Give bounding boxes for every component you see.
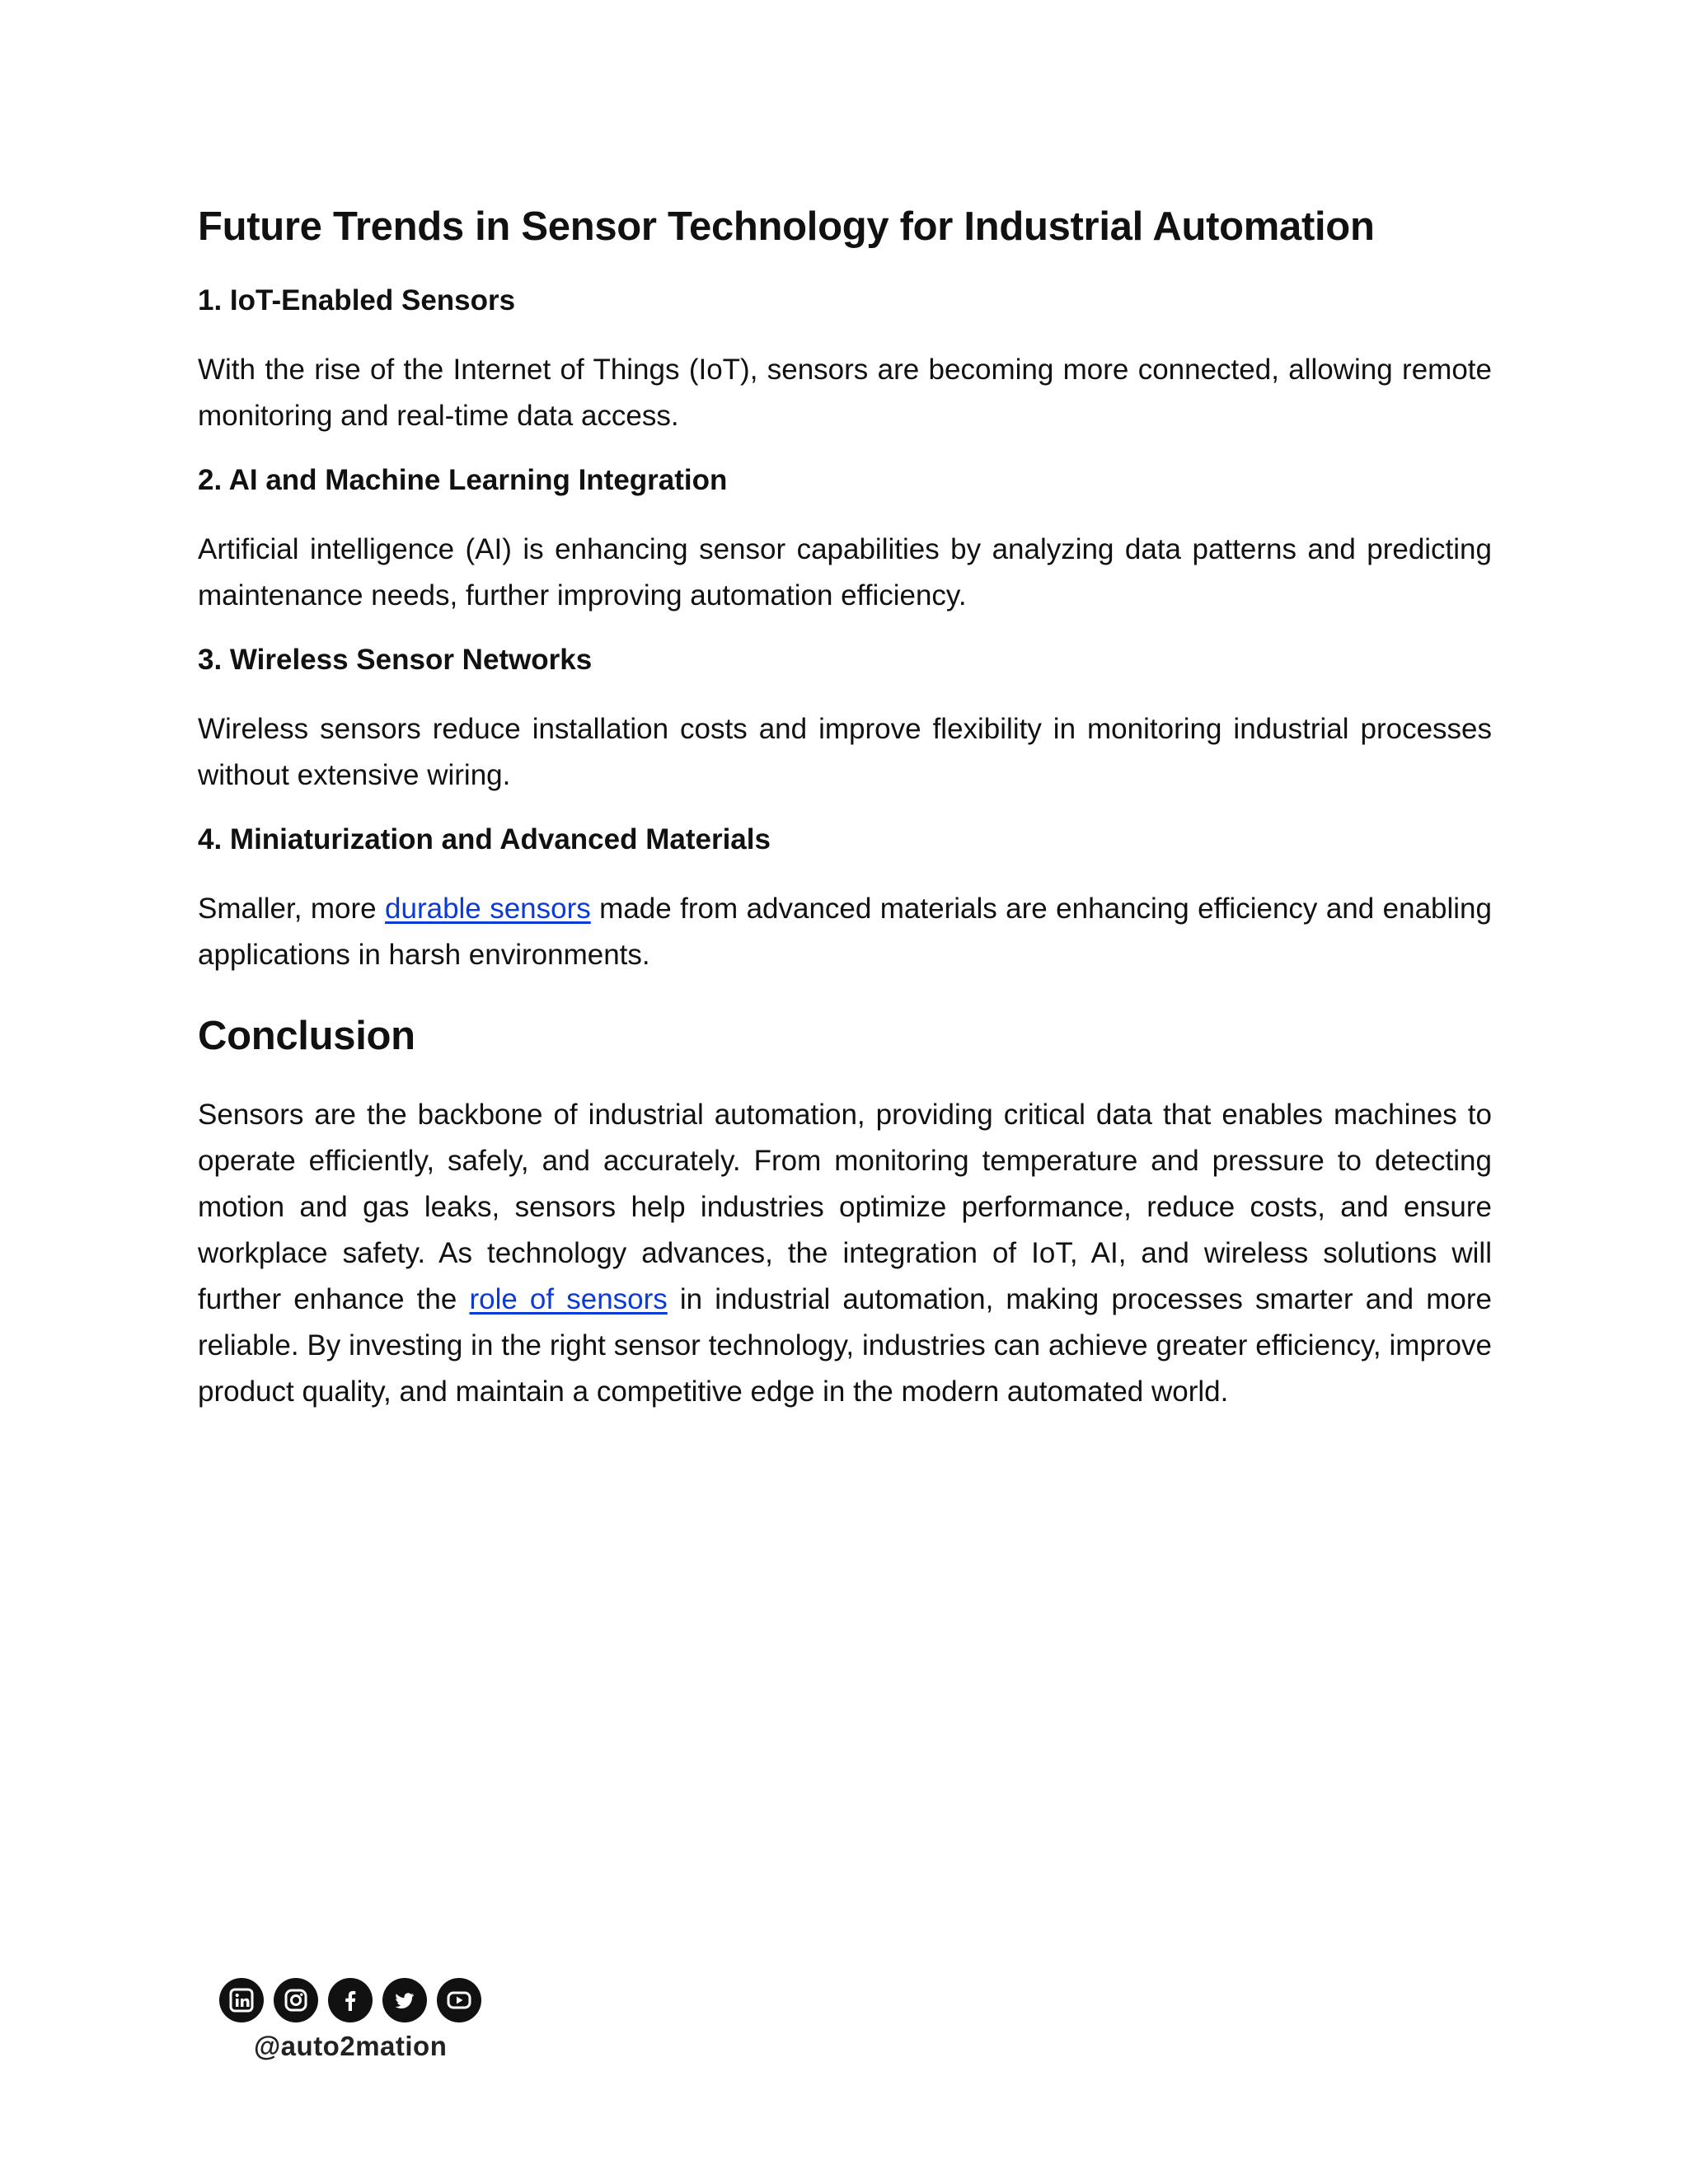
text-segment: Sensors are the backbone of industrial automation, providing critical data that enables machines to operate efficiently, safely, and accurately. From monitoring temperature and pressure to detecting motion and gas leaks, sensors help industries optimize performance, reduce costs, and ensure workplace safety. As technology advances, the integration of IoT, AI, and wireless solutions will further enhance the: [198, 1099, 1492, 1315]
section-ai: [198, 457, 1492, 619]
conclusion-heading: Conclusion: [198, 1014, 415, 1058]
section-iot: [198, 278, 1492, 439]
section-wireless: [198, 637, 1492, 799]
instagram-icon[interactable]: [274, 1978, 318, 2022]
section-heading: 2. AI and Machine Learning Integration: [198, 464, 728, 496]
role-of-sensors-link[interactable]: role of sensors: [469, 1283, 668, 1315]
section-text: With the rise of the Internet of Things (IoT), sensors are becoming more connected, allowing remote monitoring and real-time data access.: [198, 354, 1492, 432]
section-text: Artificial intelligence (AI) is enhancing sensor capabilities by analyzing data patterns and predicting maintenance needs, further improving automation efficiency.: [198, 533, 1492, 612]
text-segment: Smaller, more: [198, 893, 386, 925]
document-page: [198, 194, 1492, 1415]
youtube-icon[interactable]: [437, 1978, 481, 2022]
social-footer: [219, 1978, 499, 2062]
twitter-icon[interactable]: [382, 1978, 427, 2022]
section-text: [198, 886, 1492, 978]
facebook-icon[interactable]: [328, 1978, 373, 2022]
section-text: Wireless sensors reduce installation costs and improve flexibility in monitoring industrial processes without extensive wiring.: [198, 713, 1492, 791]
section-miniaturization: [198, 817, 1492, 978]
social-handle: @auto2mation: [254, 2031, 448, 2061]
section-heading: 1. IoT-Enabled Sensors: [198, 284, 516, 316]
text-segment: in industrial automation, making processes smarter and more reliable. By investing in the right sensor technology, industries can achieve greater efficiency, improve product quality, and maintain a competitive edge in the modern automated world.: [198, 1283, 1492, 1408]
section-heading: 3. Wireless Sensor Networks: [198, 644, 593, 676]
linkedin-icon[interactable]: [219, 1978, 264, 2022]
section-heading: 4. Miniaturization and Advanced Materials: [198, 823, 771, 855]
durable-sensors-link[interactable]: durable sensors: [385, 893, 591, 925]
page-title: Future Trends in Sensor Technology for Industrial Automation: [198, 204, 1375, 249]
conclusion-text: [198, 1092, 1492, 1415]
text-segment: made from advanced materials are enhancing efficiency and enabling applications in harsh environments.: [198, 893, 1492, 971]
social-icons: [219, 1978, 499, 2022]
